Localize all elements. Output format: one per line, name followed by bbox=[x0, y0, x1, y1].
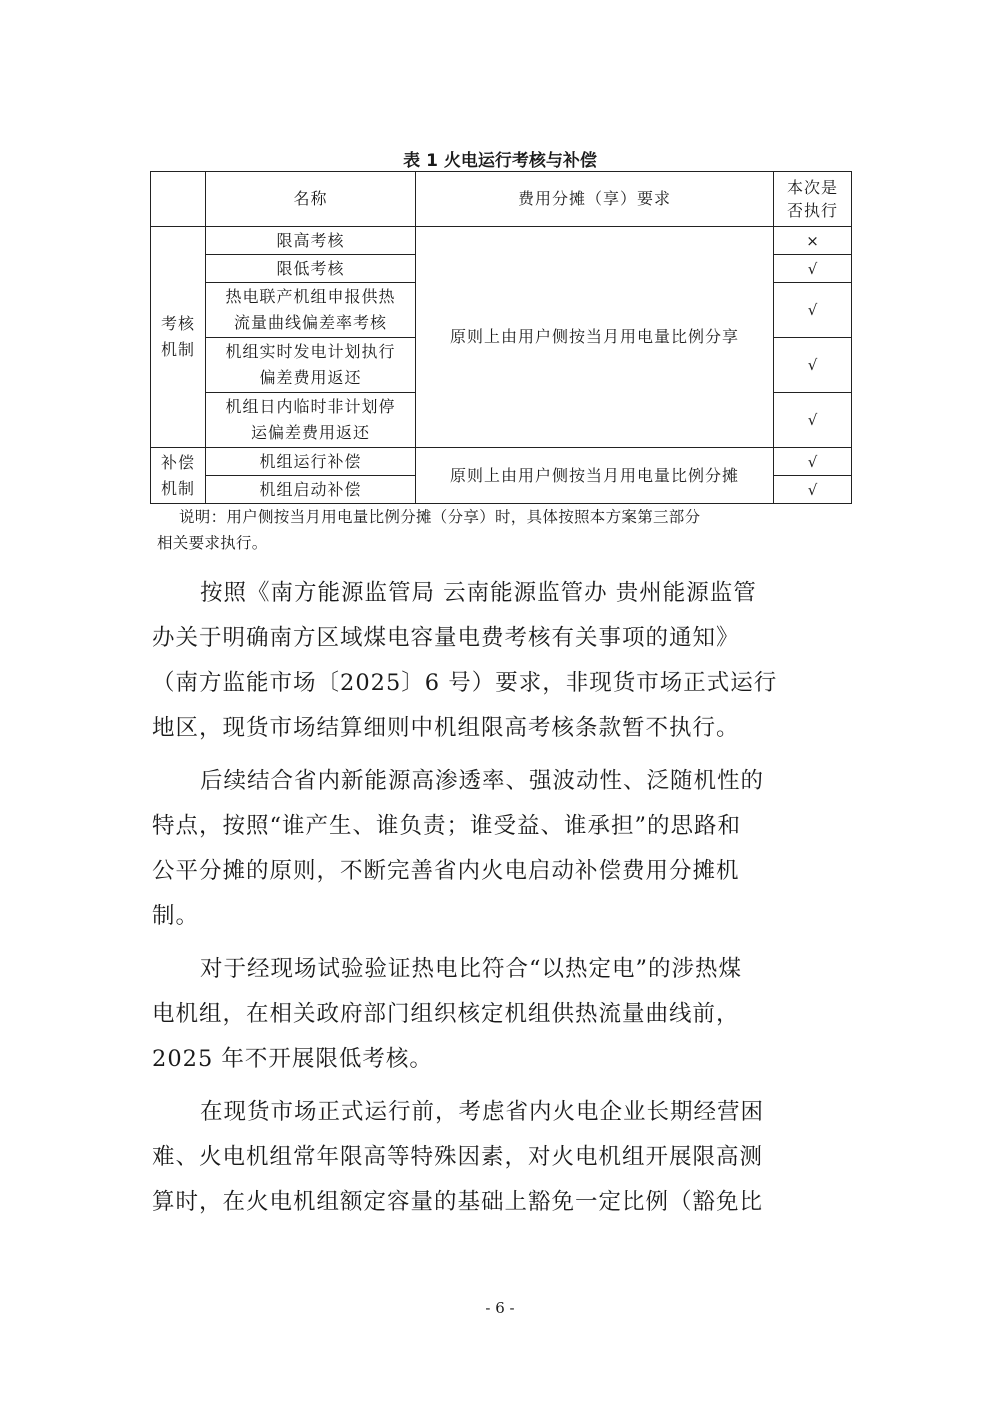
row-name: 限低考核 bbox=[206, 255, 416, 283]
group-assessment-line2: 机制 bbox=[160, 340, 195, 359]
paragraph-3 bbox=[152, 947, 852, 1082]
row-name bbox=[206, 338, 416, 393]
note-line1: 说明：用户侧按当月用电量比例分摊（分享）时，具体按照本方案第三部分 bbox=[179, 508, 701, 526]
assessment-compensation-table bbox=[150, 171, 852, 504]
paragraph-line: 后续结合省内新能源高渗透率、强波动性、泛随机性的 bbox=[200, 768, 765, 794]
paragraph-line: 电机组，在相关政府部门组织核定机组供热流量曲线前， bbox=[152, 1001, 740, 1027]
row-name: 机组启动补偿 bbox=[206, 476, 416, 504]
exec-mark: √ bbox=[774, 448, 852, 476]
table-note bbox=[157, 504, 857, 556]
header-exec-line1: 本次是 bbox=[786, 178, 838, 197]
paragraph-4 bbox=[152, 1090, 852, 1225]
exec-mark: √ bbox=[774, 476, 852, 504]
note-line2: 相关要求执行。 bbox=[157, 534, 268, 552]
fee-compensation: 原则上由用户侧按当月用电量比例分摊 bbox=[416, 448, 774, 504]
header-exec-line2: 否执行 bbox=[786, 201, 838, 220]
table-row bbox=[151, 227, 852, 255]
header-fee: 费用分摊（享）要求 bbox=[416, 172, 774, 227]
fee-assessment: 原则上由用户侧按当月用电量比例分享 bbox=[416, 227, 774, 448]
header-exec bbox=[774, 172, 852, 227]
paragraph-line: 地区，现货市场结算细则中机组限高考核条款暂不执行。 bbox=[152, 715, 740, 741]
paragraph-line: 2025 年不开展限低考核。 bbox=[152, 1046, 433, 1072]
header-name: 名称 bbox=[206, 172, 416, 227]
table-row bbox=[151, 448, 852, 476]
paragraph-line: （南方监能市场〔2025〕6 号）要求，非现货市场正式运行 bbox=[152, 670, 778, 696]
group-compensation-line2: 机制 bbox=[160, 478, 195, 498]
paragraph-line: 算时，在火电机组额定容量的基础上豁免一定比例（豁免比 bbox=[152, 1189, 764, 1215]
paragraph-line: 制。 bbox=[152, 903, 200, 929]
exec-mark: √ bbox=[774, 338, 852, 393]
group-compensation-line1: 补偿 bbox=[160, 452, 195, 472]
row-name-line2: 偏差费用返还 bbox=[259, 368, 362, 387]
row-name-line1: 机组日内临时非计划停 bbox=[225, 397, 396, 416]
row-name: 机组运行补偿 bbox=[206, 448, 416, 476]
row-name-line1: 热电联产机组申报供热 bbox=[225, 287, 396, 306]
row-name: 限高考核 bbox=[206, 227, 416, 255]
group-assessment bbox=[151, 227, 206, 448]
row-name-line2: 运偏差费用返还 bbox=[250, 423, 370, 442]
paragraph-1 bbox=[152, 571, 852, 751]
exec-mark: √ bbox=[774, 393, 852, 448]
row-name bbox=[206, 283, 416, 338]
exec-mark: × bbox=[774, 227, 852, 255]
group-assessment-line1: 考核 bbox=[160, 314, 195, 333]
row-name-line1: 机组实时发电计划执行 bbox=[225, 342, 396, 361]
row-name bbox=[206, 393, 416, 448]
group-compensation bbox=[151, 448, 206, 504]
exec-mark: √ bbox=[774, 255, 852, 283]
paragraph-line: 对于经现场试验验证热电比符合“以热定电”的涉热煤 bbox=[200, 956, 743, 982]
exec-mark: √ bbox=[774, 283, 852, 338]
paragraph-line: 特点，按照“谁产生、谁负责；谁受益、谁承担”的思路和 bbox=[152, 813, 742, 839]
paragraph-line: 按照《南方能源监管局 云南能源监管办 贵州能源监管 bbox=[200, 580, 757, 606]
row-name-line2: 流量曲线偏差率考核 bbox=[233, 313, 387, 332]
paragraph-2 bbox=[152, 759, 852, 939]
paragraph-line: 在现货市场正式运行前，考虑省内火电企业长期经营困 bbox=[200, 1099, 765, 1125]
paragraph-line: 公平分摊的原则，不断完善省内火电启动补偿费用分摊机 bbox=[152, 858, 740, 884]
page-number: - 6 - bbox=[485, 1299, 515, 1317]
paragraph-line: 难、火电机组常年限高等特殊因素，对火电机组开展限高测 bbox=[152, 1144, 764, 1170]
paragraph-line: 办关于明确南方区域煤电容量电费考核有关事项的通知》 bbox=[152, 625, 740, 651]
table-header-row bbox=[151, 172, 852, 227]
header-blank bbox=[151, 172, 206, 227]
body-text bbox=[152, 571, 852, 1233]
table-caption: 表 1 火电运行考核与补偿 bbox=[403, 151, 597, 171]
